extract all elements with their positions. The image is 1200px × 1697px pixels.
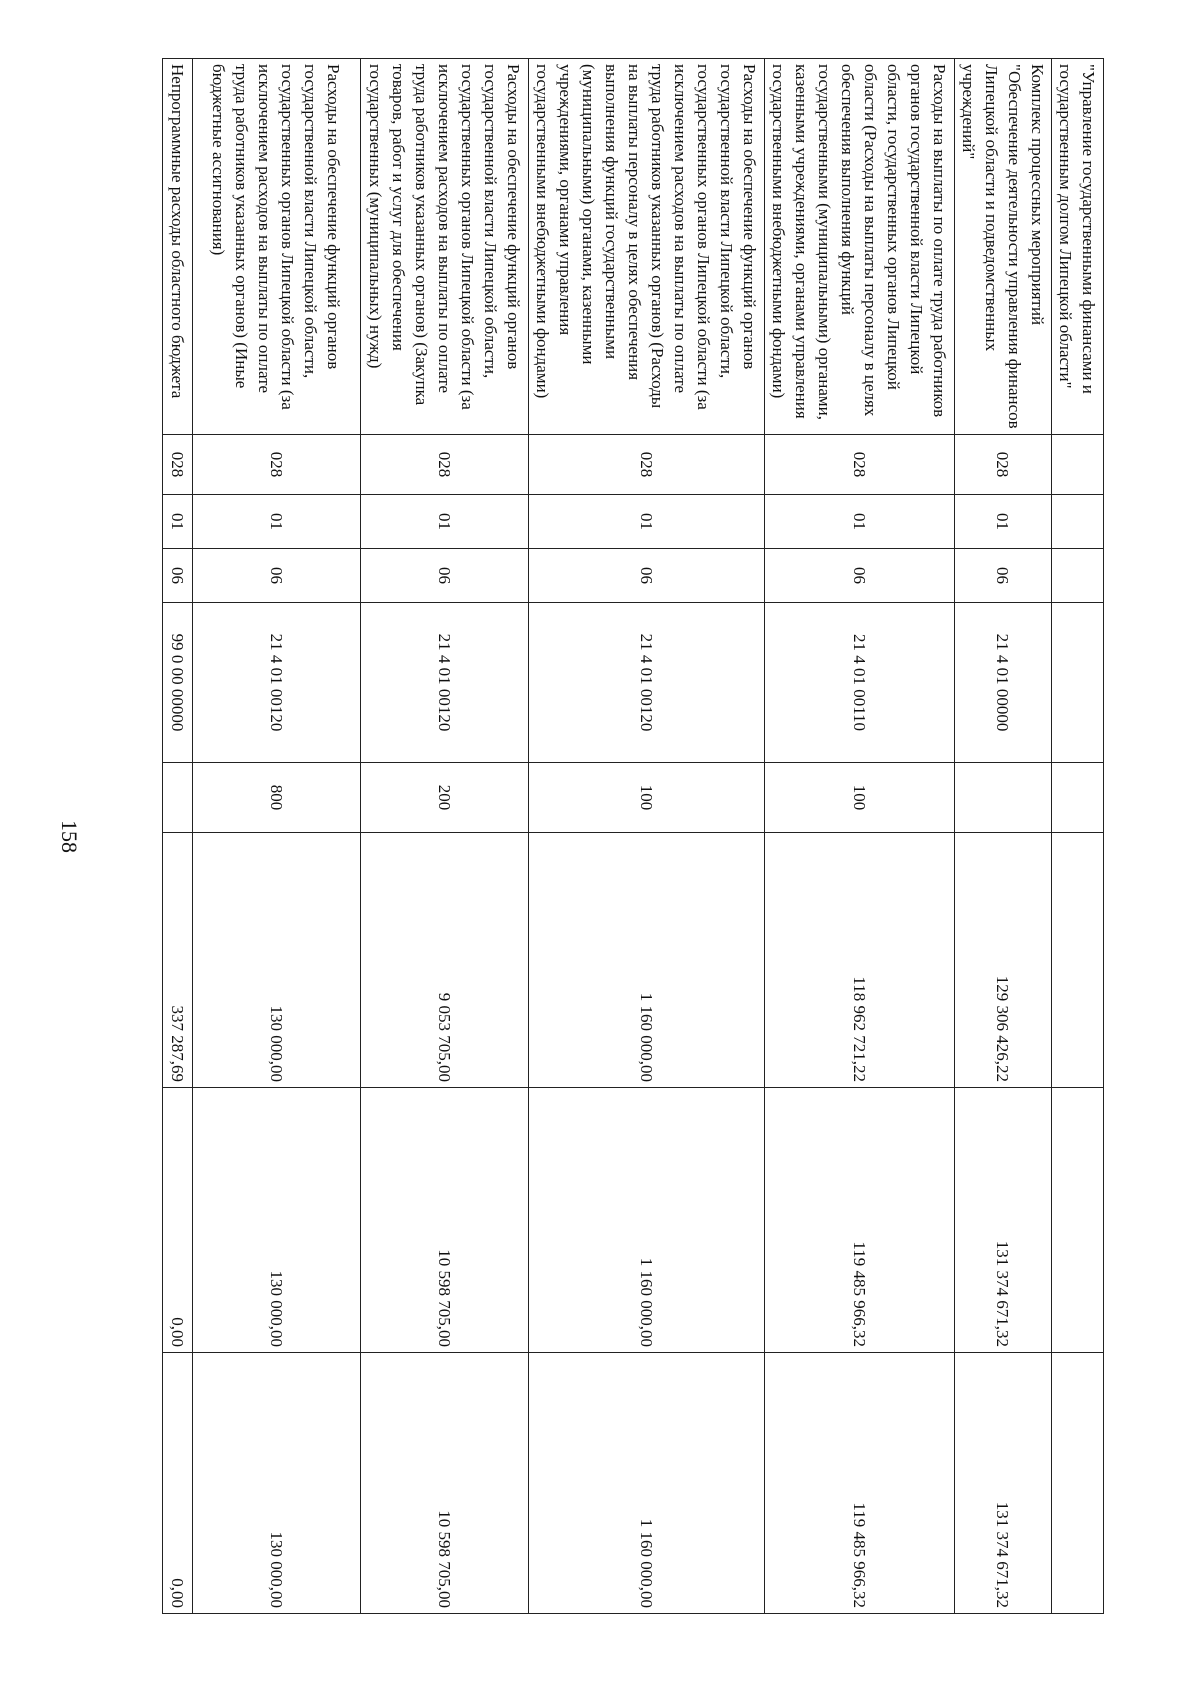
amount-1: 118 962 721,22 [765, 833, 955, 1088]
table-row [193, 59, 361, 1614]
target-code: 21 4 01 00120 [529, 603, 765, 763]
section-code: 01 [193, 495, 361, 549]
amount-3: 119 485 966,32 [765, 1353, 955, 1614]
expense-type-code: 100 [765, 763, 955, 833]
subsection-code [1052, 549, 1104, 603]
amount-2: 131 374 671,32 [955, 1088, 1052, 1353]
expense-type-code [955, 763, 1052, 833]
amount-2: 0,00 [163, 1088, 193, 1353]
amount-2 [1052, 1088, 1104, 1353]
expense-type-code [163, 763, 193, 833]
target-code: 99 0 00 00000 [163, 603, 193, 763]
budget-table [162, 58, 1104, 1614]
expense-type-code [1052, 763, 1104, 833]
amount-3: 0,00 [163, 1353, 193, 1614]
amount-1: 130 000,00 [193, 833, 361, 1088]
target-code: 21 4 01 00120 [361, 603, 529, 763]
subsection-code: 06 [529, 549, 765, 603]
section-code: 01 [529, 495, 765, 549]
target-code: 21 4 01 00110 [765, 603, 955, 763]
section-code: 01 [361, 495, 529, 549]
target-code [1052, 603, 1104, 763]
subsection-code: 06 [163, 549, 193, 603]
table-row [361, 59, 529, 1614]
amount-3: 10 598 705,00 [361, 1353, 529, 1614]
row-name: Расходы на выплаты по оплате труда работников органов государственной власти Липецкой области, государственных органов Липецкой области (Расходы на выплаты персоналу в целях обеспечения выполнения функций государственными (муниципальными) органами, казенными учреждениями, органами управления государственными внебюджетными фондами) [765, 59, 955, 435]
amount-1: 9 053 705,00 [361, 833, 529, 1088]
table-row [765, 59, 955, 1614]
subsection-code: 06 [361, 549, 529, 603]
amount-1: 1 160 000,00 [529, 833, 765, 1088]
table-row [529, 59, 765, 1614]
subsection-code: 06 [193, 549, 361, 603]
row-name: Комплекс процессных мероприятий "Обеспечение деятельности управления финансов Липецкой области и подведомственных учреждений" [955, 59, 1052, 435]
section-code [1052, 495, 1104, 549]
ministry-code: 028 [193, 435, 361, 495]
table-row [955, 59, 1052, 1614]
ministry-code: 028 [361, 435, 529, 495]
ministry-code [1052, 435, 1104, 495]
ministry-code: 028 [765, 435, 955, 495]
target-code: 21 4 01 00000 [955, 603, 1052, 763]
ministry-code: 028 [955, 435, 1052, 495]
amount-3: 1 160 000,00 [529, 1353, 765, 1614]
expense-type-code: 200 [361, 763, 529, 833]
subsection-code: 06 [955, 549, 1052, 603]
ministry-code: 028 [163, 435, 193, 495]
amount-1: 129 306 426,22 [955, 833, 1052, 1088]
row-name: Расходы на обеспечение функций органов государственной власти Липецкой области, государственных органов Липецкой области (за исключением расходов на выплаты по оплате труда работников указанных органов) (Закупка товаров, работ и услуг для обеспечения государственных (муниципальных) нужд) [361, 59, 529, 435]
amount-2: 130 000,00 [193, 1088, 361, 1353]
page-number: 158 [57, 820, 82, 853]
budget-table-container [134, 58, 1104, 1613]
amount-2: 119 485 966,32 [765, 1088, 955, 1353]
table-row [1052, 59, 1104, 1614]
amount-3: 131 374 671,32 [955, 1353, 1052, 1614]
expense-type-code: 100 [529, 763, 765, 833]
amount-3 [1052, 1353, 1104, 1614]
section-code: 01 [765, 495, 955, 549]
row-name: "Управление государственными финансами и государственным долгом Липецкой области" [1052, 59, 1104, 435]
row-name: Расходы на обеспечение функций органов государственной власти Липецкой области, государственных органов Липецкой области (за исключением расходов на выплаты по оплате труда работников указанных органов) (Иные бюджетные ассигнования) [193, 59, 361, 435]
subsection-code: 06 [765, 549, 955, 603]
amount-2: 1 160 000,00 [529, 1088, 765, 1353]
section-code: 01 [955, 495, 1052, 549]
amount-1: 337 287,69 [163, 833, 193, 1088]
amount-2: 10 598 705,00 [361, 1088, 529, 1353]
table-row [163, 59, 193, 1614]
expense-type-code: 800 [193, 763, 361, 833]
section-code: 01 [163, 495, 193, 549]
ministry-code: 028 [529, 435, 765, 495]
row-name: Расходы на обеспечение функций органов государственной власти Липецкой области, государственных органов Липецкой области (за исключением расходов на выплаты по оплате труда работников указанных органов) (Расходы на выплаты персоналу в целях обеспечения выполнения функций государственными (муниципальными) органами, казенными учреждениями, органами управления государственными внебюджетными фондами) [529, 59, 765, 435]
row-name: Непрограммные расходы областного бюджета [163, 59, 193, 435]
amount-3: 130 000,00 [193, 1353, 361, 1614]
amount-1 [1052, 833, 1104, 1088]
target-code: 21 4 01 00120 [193, 603, 361, 763]
